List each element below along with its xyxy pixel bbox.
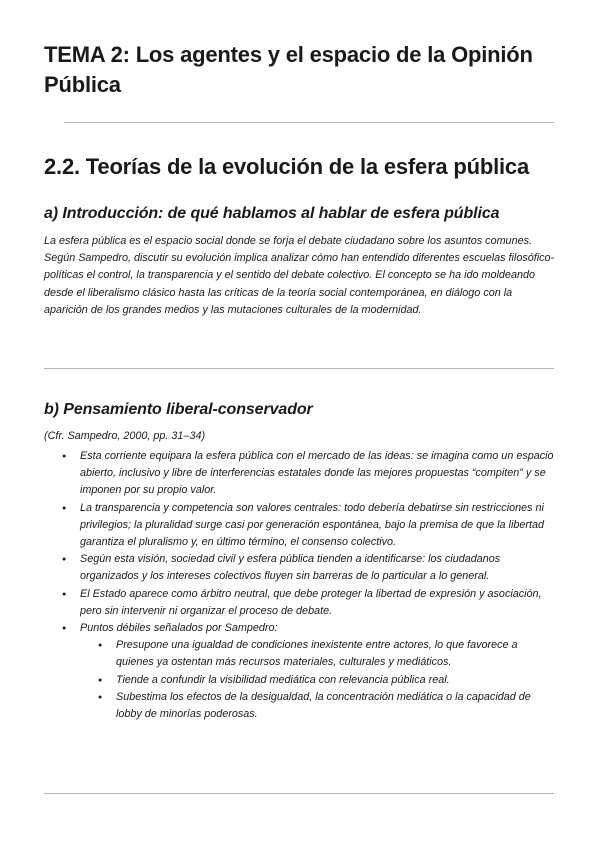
list-item-with-sublist xyxy=(44,620,556,723)
bullet-list xyxy=(44,448,556,723)
page-title: TEMA 2: Los agentes y el espacio de la Opinión Pública xyxy=(44,42,533,97)
sub-bullet-list xyxy=(80,637,556,723)
divider xyxy=(64,122,554,123)
list-item-text: Puntos débiles señalados por Sampedro: xyxy=(80,622,278,635)
sub-list-item: ● Subestima los efectos de la desigualdad, la concentración mediática o la capacidad de lobby de minorías poderosas. xyxy=(80,689,556,723)
divider xyxy=(44,368,554,369)
list-item: ● Esta corriente equipara la esfera pública con el mercado de las ideas: se imagina como un espacio abierto, inclusivo y libre de interferencias estatales donde las mejores propuestas “compiten” y se imponen por su propio valor. xyxy=(44,448,556,500)
subsection-heading-introduccion: a) Introducción: de qué hablamos al hablar de esfera pública xyxy=(44,205,500,222)
list-item: ● Según esta visión, sociedad civil y esfera pública tienden a identificarse: los ciudadanos organizados y los intereses colectivos fluyen sin barreras de lo particular a lo general. xyxy=(44,551,556,585)
divider xyxy=(44,793,554,794)
sub-list-item: ● Presupone una igualdad de condiciones inexistente entre actores, lo que favorece a quienes ya ostentan más recursos materiales, culturales y mediáticos. xyxy=(80,637,556,671)
list-item: ● El Estado aparece como árbitro neutral, que debe proteger la libertad de expresión y asociación, pero sin intervenir ni organizar el proceso de debate. xyxy=(44,586,556,620)
sub-list-item: ● Tiende a confundir la visibilidad mediática con relevancia pública real. xyxy=(80,672,556,689)
citation: (Cfr. Sampedro, 2000, pp. 31–34) xyxy=(44,430,206,442)
intro-paragraph: La esfera pública es el espacio social donde se forja el debate ciudadano sobre los asuntos comunes. Según Sampedro, discutir su evolución implica analizar cómo han entendido diferentes escuelas filosófico-políticas el control, la transparencia y el sentido del debate colectivo. El concepto se ha ido moldeando desde el liberalismo clásico hasta las críticas de la teoría social contemporánea, en diálogo con la aparición de los grandes medios y las mutaciones culturales de la modernidad. xyxy=(44,235,555,316)
list-item: ● La transparencia y competencia son valores centrales: todo debería debatirse sin restricciones ni privilegios; la pluralidad surge casi por generación espontánea, bajo la premisa de que la libertad garantiza el pluralismo y, en último término, el consenso colectivo. xyxy=(44,500,556,552)
section-title: 2.2. Teorías de la evolución de la esfera pública xyxy=(44,154,529,179)
subsection-heading-liberal-conservador: b) Pensamiento liberal-conservador xyxy=(44,401,313,418)
